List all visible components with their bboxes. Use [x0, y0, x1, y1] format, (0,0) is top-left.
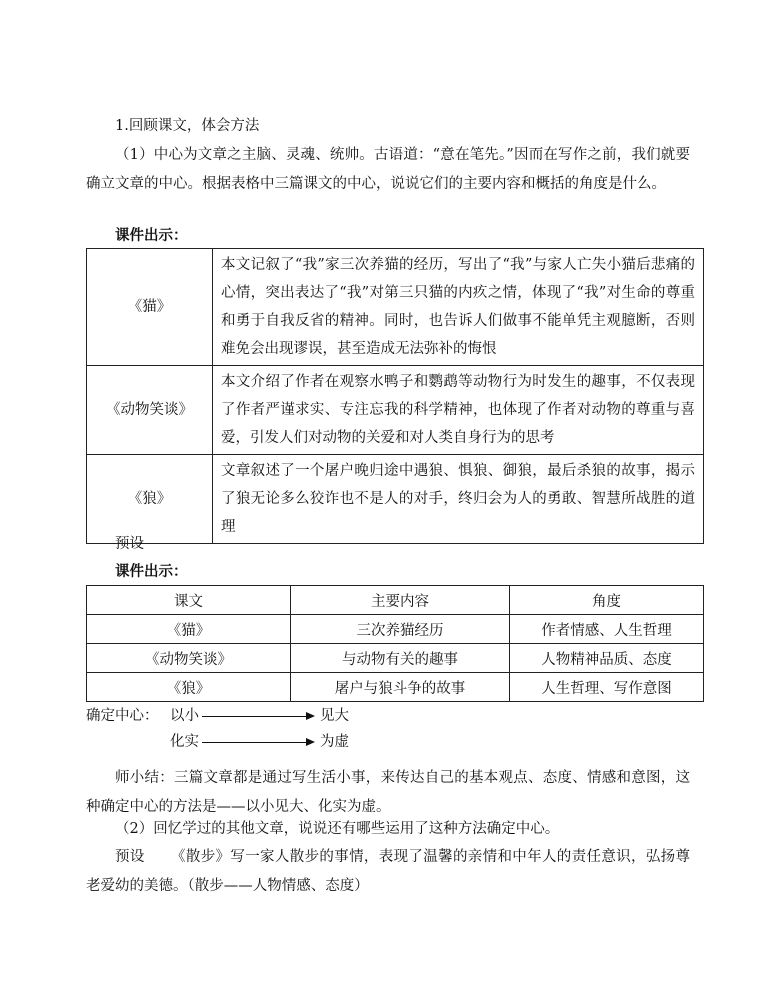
courseware-label: 课件出示：: [115, 227, 188, 244]
table-cell: 人生哲理、写作意图: [510, 673, 704, 702]
intro-paragraph: （1）中心为文章之主脑、灵魂、统帅。古语道：“意在笔先。”因而在写作之前，我们就要确立文章的中心。根据表格中三篇课文的中心，说说它们的主要内容和概括的角度是什么。: [86, 147, 690, 192]
table-cell: 屠户与狼斗争的故事: [291, 673, 510, 702]
table-row: [87, 615, 704, 644]
lesson-title-cell: 《狼》: [87, 455, 213, 544]
preset-paragraph: [86, 843, 690, 901]
center-from-small: 以小: [170, 708, 199, 724]
preset-label: 预设: [115, 536, 144, 552]
column-header: 课文: [87, 586, 291, 615]
arrow-head-icon: [306, 738, 315, 746]
section-heading: 1.回顾课文，体会方法: [115, 118, 260, 134]
arrow-line: [202, 742, 308, 743]
table-cell: 三次养猫经历: [291, 615, 510, 644]
question-paragraph: （2）回忆学过的其他文章，说说还有哪些运用了这种方法确定中心。: [115, 821, 560, 837]
table-cell: 与动物有关的趣事: [291, 644, 510, 673]
center-to-virtual: 为虚: [320, 734, 349, 750]
courseware-label: 课件出示：: [115, 563, 188, 580]
table-row: [87, 644, 704, 673]
arrow-head-icon: [306, 712, 315, 720]
table-row: [87, 249, 704, 366]
table-cell: 作者情感、人生哲理: [510, 615, 704, 644]
teacher-summary: 师小结：三篇文章都是通过写生活小事，来传达自己的基本观点、态度、情感和意图，这种确定中心的方法是——以小见大、化实为虚。: [86, 770, 690, 815]
table-cell: 《猫》: [87, 615, 291, 644]
center-from-real: 化实: [170, 734, 199, 750]
lesson-title-cell: 《猫》: [87, 249, 213, 366]
lesson-title-cell: 《动物笑谈》: [87, 366, 213, 455]
table-row: [87, 673, 704, 702]
preset-label: 预设: [115, 849, 145, 865]
center-label: 确定中心：: [86, 708, 159, 724]
table-cell: 《狼》: [87, 673, 291, 702]
arrow-line: [202, 716, 308, 717]
column-header: 主要内容: [291, 586, 510, 615]
table-cell: 《动物笑谈》: [87, 644, 291, 673]
table-header-row: [87, 586, 704, 615]
column-header: 角度: [510, 586, 704, 615]
table-row: [87, 366, 704, 455]
table-cell: 人物精神品质、态度: [510, 644, 704, 673]
summary-table: [86, 585, 704, 702]
lesson-desc-cell: 文章叙述了一个屠户晚归途中遇狼、惧狼、御狼，最后杀狼的故事，揭示了狼无论多么狡诈也不是人的对手，终归会为人的勇敢、智慧所战胜的道理: [213, 455, 704, 544]
lesson-desc-cell: 本文记叙了“我”家三次养猫的经历，写出了“我”与家人亡失小猫后悲痛的心情，突出表达了“我”对第三只猫的内疚之情，体现了“我”对生命的尊重和勇于自我反省的精神。同时，也告诉人们做事不能单凭主观臆断，否则难免会出现谬误，甚至造成无法弥补的悔恨: [213, 249, 704, 366]
preset-text: 《散步》写一家人散步的事情，表现了温馨的亲情和中年人的责任意识，弘扬尊老爱幼的美德。（散步——人物情感、态度）: [86, 849, 691, 894]
lesson-center-table: [86, 248, 704, 544]
lesson-desc-cell: 本文介绍了作者在观察水鸭子和鹦鹉等动物行为时发生的趣事，不仅表现了作者严谨求实、专注忘我的科学精神，也体现了作者对动物的尊重与喜爱，引发人们对动物的关爱和对人类自身行为的思考: [213, 366, 704, 455]
center-to-big: 见大: [320, 708, 349, 724]
